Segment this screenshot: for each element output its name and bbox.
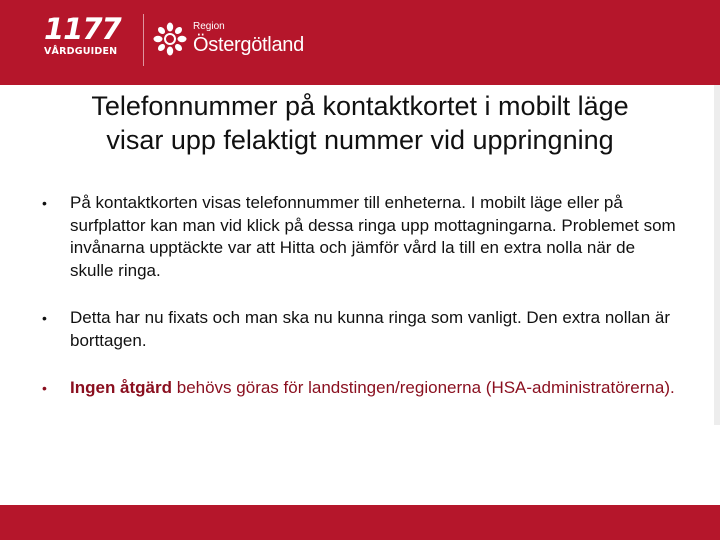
region-emblem-icon <box>153 22 187 56</box>
bullet-item-highlight <box>0 377 720 400</box>
bullet-dot-icon: • <box>42 310 47 326</box>
logo-1177 <box>44 14 136 58</box>
region-name: Östergötland <box>193 34 304 56</box>
logo-1177-number: 1177 <box>44 12 121 46</box>
bullet-item <box>0 192 720 282</box>
bullet-dot-icon: • <box>42 380 47 396</box>
bullet-text: På kontaktkorten visas telefonnummer till enheterna. I mobilt läge eller på surfplattor kan man vid klick på dessa ringa upp mottagningarna. Problemet som invånarna upptäckte var att Hitta och jämför vård la till en extra nolla när de skulle ringa. <box>70 193 676 280</box>
bullet-dot-icon: • <box>42 195 47 211</box>
logo-divider <box>143 14 144 66</box>
logo-1177-subtitle: VÅRDGUIDEN <box>44 46 118 57</box>
bullet-item <box>0 307 720 352</box>
slide-title-line-1: Telefonnummer på kontaktkortet i mobilt läge <box>91 91 629 121</box>
region-label: Region <box>193 21 225 32</box>
footer-bar <box>0 505 720 540</box>
bullet-text: behövs göras för landstingen/regionerna (HSA-administratörerna). <box>172 378 675 397</box>
slide-title-line-2: visar upp felaktigt nummer vid uppringning <box>106 125 614 155</box>
header-bar <box>0 0 720 85</box>
bullet-text: Detta har nu fixats och man ska nu kunna ringa som vanligt. Den extra nollan är borttagen. <box>70 308 671 350</box>
bullet-bold-text: Ingen åtgärd <box>70 378 173 397</box>
bullet-list <box>0 192 720 425</box>
region-logo <box>153 18 313 62</box>
slide-title <box>20 89 700 157</box>
